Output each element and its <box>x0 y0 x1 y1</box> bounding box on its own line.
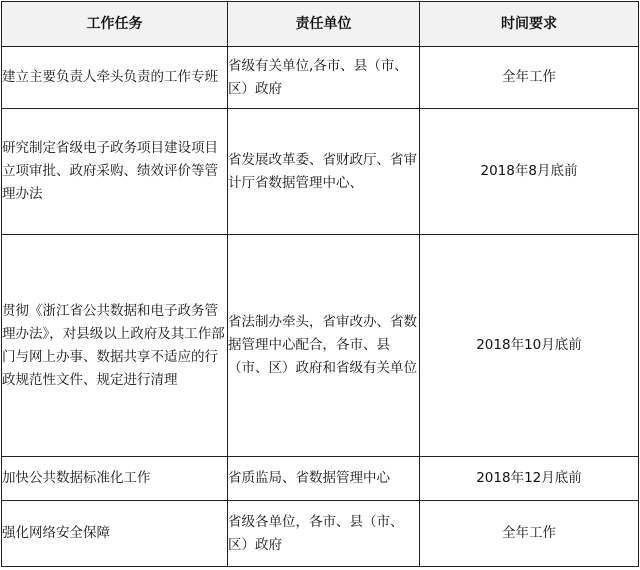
time-cell: 全年工作 <box>420 501 639 567</box>
unit-cell: 省级有关单位,各市、县（市、区）政府 <box>228 47 420 109</box>
header-time: 时间要求 <box>420 2 639 47</box>
unit-cell: 省质监局、省数据管理中心 <box>228 457 420 501</box>
table-row <box>2 457 639 501</box>
time-cell: 2018年10月底前 <box>420 235 639 457</box>
task-cell: 研究制定省级电子政务项目建设项目立项审批、政府采购、绩效评价等管理办法 <box>2 109 228 235</box>
unit-cell: 省级各单位，各市、县（市、区）政府 <box>228 501 420 567</box>
table-row <box>2 235 639 457</box>
table-row <box>2 501 639 567</box>
task-cell: 加快公共数据标准化工作 <box>2 457 228 501</box>
task-cell: 强化网络安全保障 <box>2 501 228 567</box>
header-unit: 责任单位 <box>228 2 420 47</box>
time-cell: 全年工作 <box>420 47 639 109</box>
task-table <box>1 1 639 567</box>
unit-cell: 省发展改革委、省财政厅、省审计厅省数据管理中心、 <box>228 109 420 235</box>
table-row <box>2 47 639 109</box>
time-cell: 2018年12月底前 <box>420 457 639 501</box>
task-cell: 贯彻《浙江省公共数据和电子政务管理办法》，对县级以上政府及其工作部门与网上办事、数据共享不适应的行政规范性文件、规定进行清理 <box>2 235 228 457</box>
table-header-row <box>2 2 639 47</box>
unit-cell: 省法制办牵头，省审改办、省数据管理中心配合，各市、县（市、区）政府和省级有关单位 <box>228 235 420 457</box>
table-row <box>2 109 639 235</box>
time-cell: 2018年8月底前 <box>420 109 639 235</box>
header-task: 工作任务 <box>2 2 228 47</box>
task-cell: 建立主要负责人牵头负责的工作专班 <box>2 47 228 109</box>
